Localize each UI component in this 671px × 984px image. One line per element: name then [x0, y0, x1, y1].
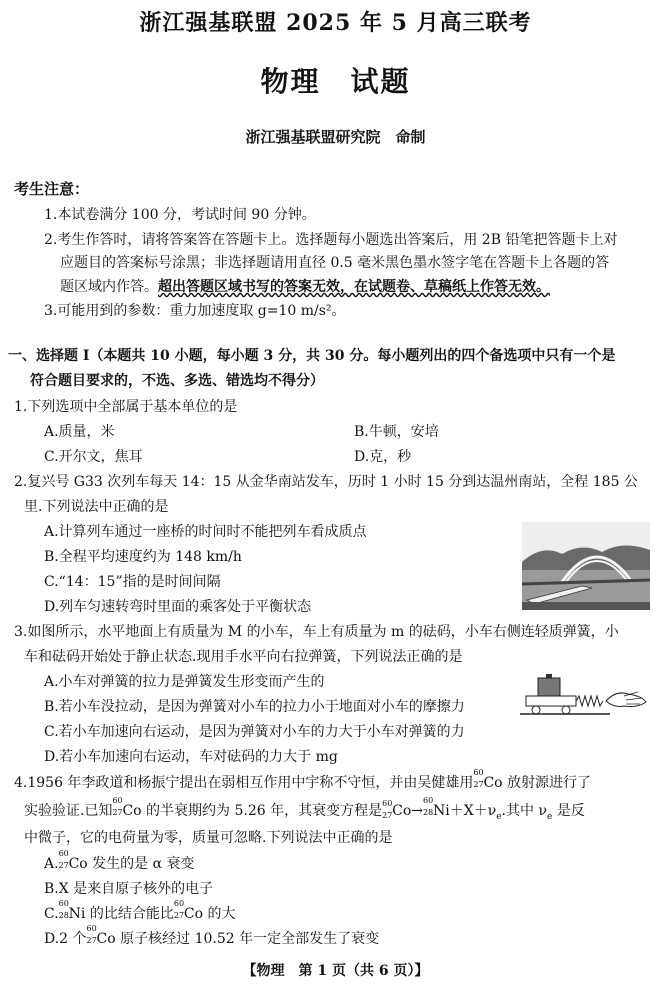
option-label: C. [44, 906, 59, 922]
nuclide-co [58, 849, 195, 873]
subject-title: 物理 试题 [260, 65, 411, 98]
notice-item-2: 2.考生作答时，请将答案答在答题卡上。选择题每小题选出答案后，用 2B 铅笔把答题卡上对 [44, 232, 618, 248]
page-footer: 【物理 第 1 页（共 6 页）】 [242, 963, 429, 979]
mass-number: 60 [473, 768, 484, 777]
decay-equation: Ni＋X＋ν [433, 803, 497, 819]
notice-item-1: 1.本试卷满分 100 分，考试时间 90 分钟。 [44, 207, 316, 223]
nuclide-ni [58, 899, 174, 923]
option-text: Ni 的比结合能比 [68, 906, 174, 922]
option-label: A. [44, 856, 59, 872]
q2-stem-cont: 里.下列说法中正确的是 [24, 499, 169, 515]
author-line: 浙江强基联盟研究院 命制 [245, 128, 426, 146]
option-text: Co 原子核经过 10.52 年一定全部发生了衰变 [96, 931, 380, 947]
q4-option-c [44, 899, 236, 923]
train-bridge-photo [522, 522, 650, 610]
subscript: e [496, 811, 502, 822]
mass-number: 60 [86, 924, 97, 933]
exam-title: 浙江强基联盟 2025 年 5 月高三联考 [139, 10, 532, 36]
mass-number: 60 [423, 796, 434, 805]
nuclide-co [173, 899, 236, 923]
nuclide-ni [423, 796, 497, 820]
atomic-number: 28 [58, 911, 69, 920]
atomic-number: 27 [173, 911, 185, 920]
q4-stem-text: 是反 [552, 803, 585, 819]
q4-stem-text: .其中 ν [501, 803, 547, 819]
q3-option-a: A.小车对弹簧的拉力是弹簧发生形变而产生的 [44, 674, 325, 690]
q2-option-c: C.“14：15”指的是时间间隔 [44, 574, 221, 590]
mass-number: 60 [173, 899, 185, 908]
atomic-number: 27 [382, 811, 393, 820]
q4-stem-text: Co 放射源进行了 [483, 775, 592, 791]
q2-option-a: A.计算列车通过一座桥的时间时不能把列车看成质点 [44, 524, 367, 540]
notice-item-2-cont: 应题目的答案标号涂黑；非选择题请用直径 0.5 毫米黑色墨水签字笔在答题卡上各题的答 [60, 255, 610, 271]
q2-option-d: D.列车匀速转弯时里面的乘客处于平衡状态 [44, 599, 312, 615]
notice-emphasis: 超出答题区域书写的答案无效，在试题卷、草稿纸上作答无效。 [158, 279, 550, 295]
notice-heading: 考生注意： [14, 180, 90, 198]
q3-option-c: C.若小车加速向右运动，是因为弹簧对小车的力大于小车对弹簧的力 [44, 724, 465, 740]
q4-stem-cont2: 中微子，它的电荷量为零，质量可忽略.下列说法中正确的是 [24, 830, 393, 846]
option-label: D.2 个 [44, 931, 87, 947]
atomic-number: 27 [58, 861, 69, 870]
q2-option-b: B.全程平均速度约为 148 km/h [44, 549, 242, 565]
q3-stem: 3.如图所示，水平地面上有质量为 M 的小车，车上有质量为 m 的砝码，小车右侧连轻质弹簧，小 [14, 624, 619, 640]
q3-option-b: B.若小车没拉动，是因为弹簧对小车的拉力小于地面对小车的摩擦力 [44, 699, 465, 715]
q1-stem: 1.下列选项中全部属于基本单位的是 [14, 399, 238, 415]
mass-number: 60 [58, 899, 69, 908]
q4-option-a [44, 849, 195, 873]
atomic-number: 27 [86, 936, 97, 945]
atomic-number: 27 [473, 780, 484, 789]
decay-equation: Co→ [392, 803, 423, 819]
notice-item-2-cont2 [60, 276, 550, 296]
q2-stem: 2.复兴号 G33 次列车每天 14：15 从金华南站发车，历时 1 小时 15 分到达温州南站，全程 185 公 [14, 474, 638, 490]
q4-option-b: B.X 是来自原子核外的电子 [44, 881, 214, 897]
q4-stem-text: 实验验证.已知 [24, 803, 113, 819]
q4-stem [14, 768, 592, 792]
subscript: e [546, 811, 553, 822]
q3-option-d: D.若小车加速向右运动，车对砝码的力大于 mg [44, 749, 338, 765]
nuclide-co [112, 796, 383, 820]
cart-spring-diagram [520, 672, 650, 722]
q1-option-d: D.克，秒 [354, 449, 412, 465]
q1-option-c: C.开尔文，焦耳 [44, 449, 143, 465]
option-text: Co 发生的是 α 衰变 [68, 856, 195, 872]
atomic-number: 27 [112, 808, 123, 817]
q4-stem-text: Co 的半衰期约为 5.26 年，其衰变方程是 [122, 803, 383, 819]
q4-option-d [44, 924, 380, 948]
q4-stem-cont [24, 796, 585, 822]
nuclide-co [473, 768, 592, 792]
q4-stem-text: 4.1956 年李政道和杨振宁提出在弱相互作用中宇称不守恒，并由吴健雄用 [14, 775, 474, 791]
q1-option-b: B.牛顿，安培 [354, 424, 439, 440]
nuclide-co [382, 799, 423, 820]
notice-item-3: 3.可能用到的参数：重力加速度取 g=10 m/s²。 [44, 303, 346, 319]
option-text: Co 的大 [183, 906, 236, 922]
mass-number: 60 [112, 796, 123, 805]
mass-number: 60 [382, 799, 393, 808]
atomic-number: 28 [423, 808, 434, 817]
section-heading: 一、选择题 Ⅰ（本题共 10 小题，每小题 3 分，共 30 分。每小题列出的四个备选项中只有一个是 [8, 348, 616, 364]
nuclide-co [86, 924, 380, 948]
section-heading-cont: 符合题目要求的，不选、多选、错选均不得分） [30, 373, 324, 389]
q3-stem-cont: 车和砝码开始处于静止状态.现用手水平向右拉弹簧，下列说法正确的是 [24, 649, 463, 665]
mass-number: 60 [58, 849, 69, 858]
q1-option-a: A.质量，米 [44, 424, 115, 440]
notice-text: 题区域内作答。 [60, 279, 158, 295]
